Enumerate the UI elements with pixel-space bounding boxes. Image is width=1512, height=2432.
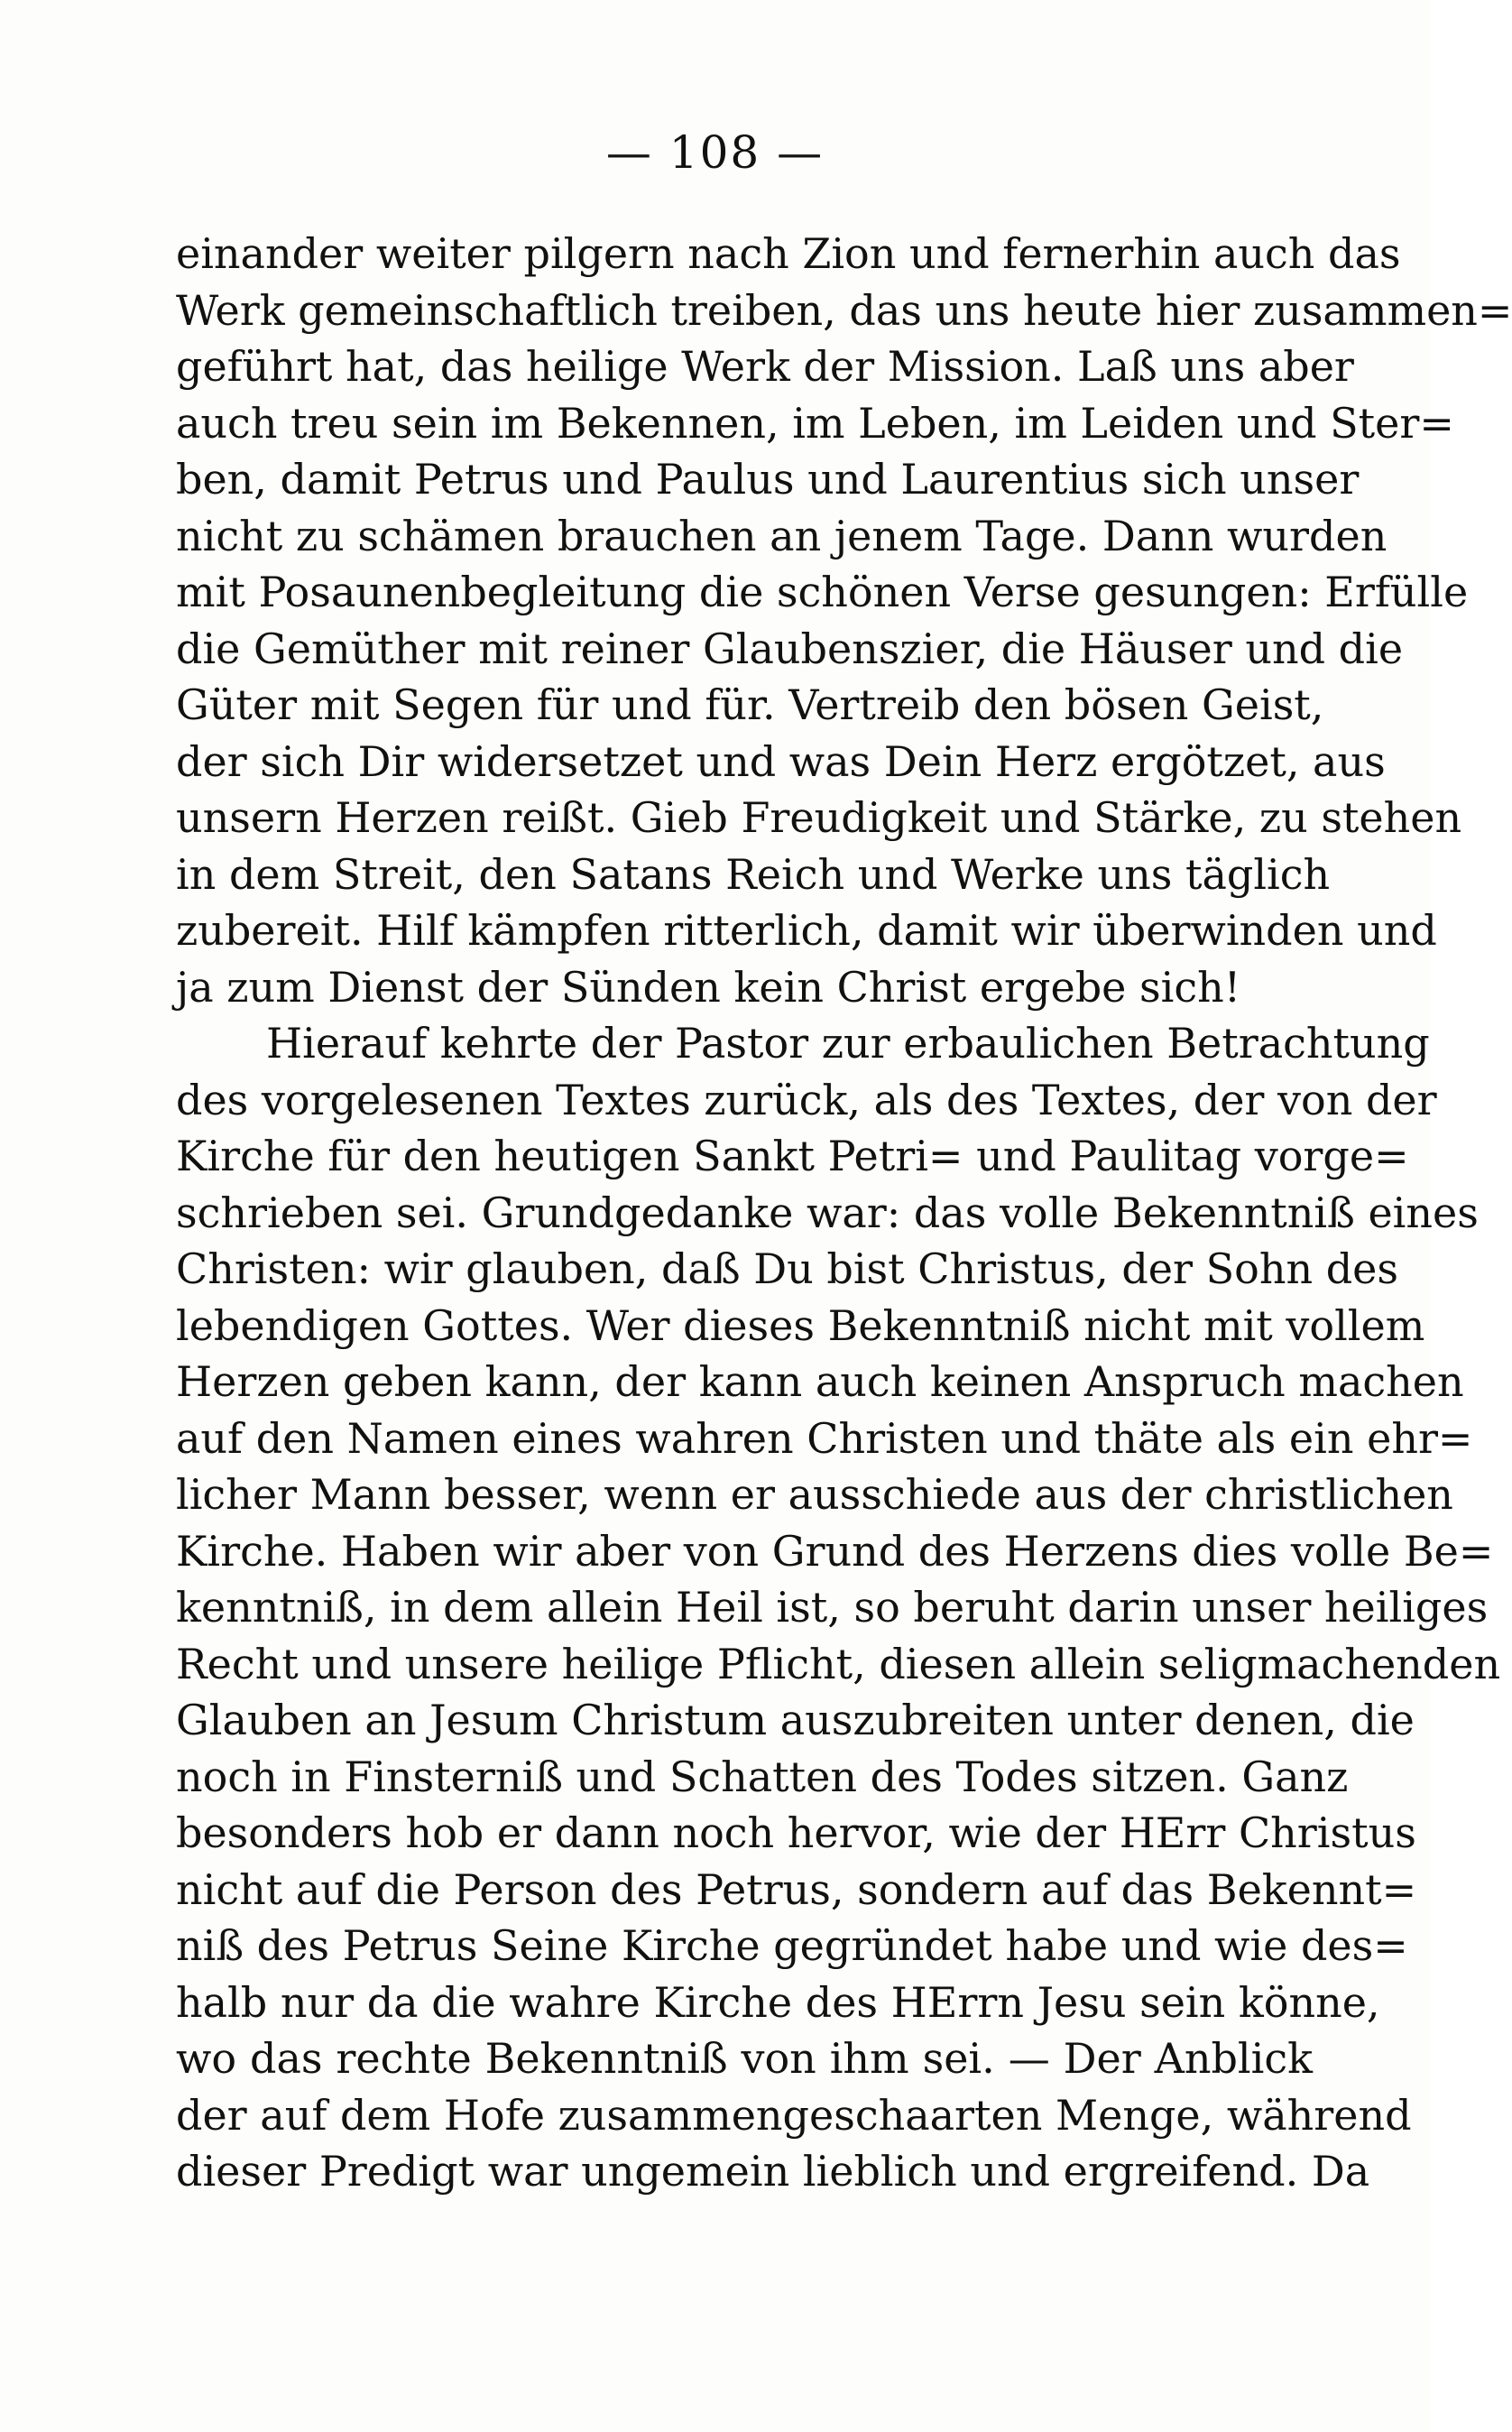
- text-line: Kirche für den heutigen Sankt Petri= und Paulitag vorge=: [176, 1132, 1409, 1180]
- text-line: Recht und unsere heilige Pflicht, diesen allein seligmachenden: [176, 1639, 1501, 1688]
- text-line: der auf dem Hofe zusammengeschaarten Menge, während: [176, 2090, 1412, 2140]
- text-line: einander weiter pilgern nach Zion und fernerhin auch das: [176, 229, 1401, 278]
- text-line: zubereit. Hilf kämpfen ritterlich, damit wir überwinden und: [176, 906, 1437, 955]
- text-line: ja zum Dienst der Sünden kein Christ ergebe sich!: [176, 962, 1241, 1012]
- text-line: auf den Namen eines wahren Christen und thäte als ein ehr=: [176, 1413, 1473, 1463]
- text-line: ben, damit Petrus und Paulus und Laurentius sich unser: [176, 455, 1360, 504]
- page-number: — 108 —: [605, 126, 825, 179]
- text-line: mit Posaunenbegleitung die schönen Verse gesungen: Erfülle: [176, 568, 1469, 616]
- text-line: des vorgelesenen Textes zurück, als des Textes, der von der: [176, 1075, 1437, 1124]
- text-line: auch treu sein im Bekennen, im Leben, im Leiden und Ster=: [176, 398, 1454, 448]
- paragraph-2: [176, 1015, 1501, 2200]
- body-text: [176, 226, 1512, 2200]
- text-line: kenntniß, in dem allein Heil ist, so beruht darin unser heiliges: [176, 1583, 1489, 1632]
- text-line: licher Mann besser, wenn er ausschiede aus der christlichen: [176, 1470, 1453, 1519]
- text-line: niß des Petrus Seine Kirche gegründet habe und wie des=: [176, 1921, 1408, 1970]
- paragraph-1: [176, 226, 1512, 1015]
- text-line: halb nur da die wahre Kirche des HErrn Jesu sein könne,: [176, 1977, 1380, 2027]
- text-line: besonders hob er dann noch hervor, wie der HErr Christus: [176, 1808, 1416, 1857]
- text-line: nicht zu schämen brauchen an jenem Tage. Dann wurden: [176, 511, 1388, 560]
- text-line: wo das rechte Bekenntniß von ihm sei. — Der Anblick: [176, 2034, 1313, 2083]
- text-line: Herzen geben kann, der kann auch keinen Anspruch machen: [176, 1357, 1464, 1406]
- text-line: dieser Predigt war ungemein lieblich und ergreifend. Da: [176, 2147, 1370, 2196]
- text-line: Güter mit Segen für und für. Vertreib den bösen Geist,: [176, 680, 1324, 729]
- text-line: geführt hat, das heilige Werk der Mission. Laß uns aber: [176, 342, 1354, 391]
- text-line: unsern Herzen reißt. Gieb Freudigkeit und Stärke, zu stehen: [176, 793, 1462, 842]
- text-line: Glauben an Jesum Christum auszubreiten unter denen, die: [176, 1696, 1415, 1744]
- text-line: in dem Streit, den Satans Reich und Werke uns täglich: [176, 849, 1331, 899]
- text-line: Christen: wir glauben, daß Du bist Christus, der Sohn des: [176, 1244, 1398, 1293]
- text-line: die Gemüther mit reiner Glaubenszier, die Häuser und die: [176, 624, 1404, 673]
- text-line: der sich Dir widersetzet und was Dein Herz ergötzet, aus: [176, 736, 1386, 786]
- text-line: Hierauf kehrte der Pastor zur erbaulichen Betrachtung: [266, 1019, 1430, 1068]
- text-line: noch in Finsterniß und Schatten des Todes sitzen. Ganz: [176, 1752, 1349, 1801]
- text-line: Werk gemeinschaftlich treiben, das uns heute hier zusammen=: [176, 285, 1512, 335]
- text-line: lebendigen Gottes. Wer dieses Bekenntniß nicht mit vollem: [176, 1300, 1425, 1350]
- text-line: schrieben sei. Grundgedanke war: das volle Bekenntniß eines: [176, 1188, 1479, 1237]
- text-line: Kirche. Haben wir aber von Grund des Herzens dies volle Be=: [176, 1526, 1494, 1576]
- text-line: nicht auf die Person des Petrus, sondern auf das Bekennt=: [176, 1864, 1417, 1914]
